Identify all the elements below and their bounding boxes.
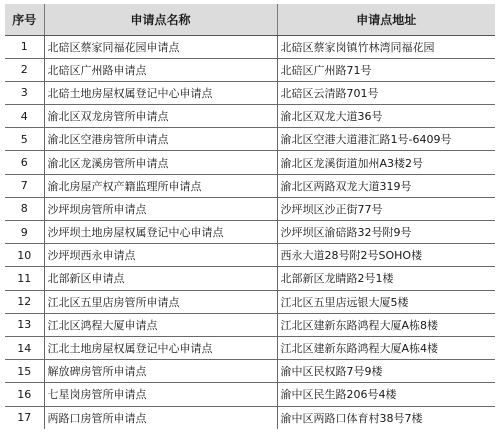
row-address: 北碚区广州路71号 — [277, 58, 495, 81]
table-row — [5, 174, 495, 197]
table-row — [5, 290, 495, 313]
table-row — [5, 105, 495, 128]
row-address: 北部新区龙睛路2号1楼 — [277, 267, 495, 290]
table-row — [5, 244, 495, 267]
table-row — [5, 383, 495, 406]
header-address: 申请点地址 — [277, 4, 495, 35]
row-number: 2 — [5, 58, 44, 81]
header-number: 序号 — [5, 4, 44, 35]
row-number: 7 — [5, 174, 44, 197]
row-address: 渝中区民权路7号9楼 — [277, 360, 495, 383]
row-address: 江北区建新东路鸿程大厦A栋4楼 — [277, 336, 495, 359]
table-body — [5, 35, 495, 429]
row-name: 解放碑房管所申请点 — [44, 360, 277, 383]
row-name: 江北土地房屋权属登记中心申请点 — [44, 336, 277, 359]
row-name: 沙坪坝房管所申请点 — [44, 197, 277, 220]
row-number: 13 — [5, 313, 44, 336]
row-number: 4 — [5, 105, 44, 128]
row-name: 北碚土地房屋权属登记中心申请点 — [44, 81, 277, 104]
table-row — [5, 360, 495, 383]
header-name: 申请点名称 — [44, 4, 277, 35]
row-number: 3 — [5, 81, 44, 104]
row-name: 渝北区龙溪房管所申请点 — [44, 151, 277, 174]
row-number: 9 — [5, 221, 44, 244]
table-row — [5, 406, 495, 429]
row-number: 17 — [5, 406, 44, 429]
table-row — [5, 58, 495, 81]
row-address: 北碚区云清路701号 — [277, 81, 495, 104]
table-row — [5, 81, 495, 104]
table-row — [5, 336, 495, 359]
row-name: 沙坪坝土地房屋权属登记中心申请点 — [44, 221, 277, 244]
row-name: 沙坪坝西永申请点 — [44, 244, 277, 267]
row-address: 渝中区两路口体育村38号7楼 — [277, 406, 495, 429]
table-header-row — [5, 4, 495, 35]
row-name: 七星岗房管所申请点 — [44, 383, 277, 406]
row-number: 16 — [5, 383, 44, 406]
row-address: 西永大道28号附2号SOHO楼 — [277, 244, 495, 267]
table-row — [5, 313, 495, 336]
row-name: 江北区五里店房管所申请点 — [44, 290, 277, 313]
row-number: 8 — [5, 197, 44, 220]
row-address: 渝北区两路双龙大道319号 — [277, 174, 495, 197]
application-points-table — [5, 4, 495, 429]
row-address: 渝北区龙溪街道加州A3楼2号 — [277, 151, 495, 174]
row-number: 1 — [5, 35, 44, 58]
table-row — [5, 221, 495, 244]
row-address: 沙坪坝区沙正街77号 — [277, 197, 495, 220]
row-number: 6 — [5, 151, 44, 174]
row-address: 江北区建新东路鸿程大厦A栋8楼 — [277, 313, 495, 336]
row-number: 11 — [5, 267, 44, 290]
row-name: 渝北区双龙房管所申请点 — [44, 105, 277, 128]
row-number: 15 — [5, 360, 44, 383]
table-row — [5, 267, 495, 290]
row-address: 渝北区双龙大道36号 — [277, 105, 495, 128]
row-number: 10 — [5, 244, 44, 267]
row-number: 12 — [5, 290, 44, 313]
row-name: 两路口房管所申请点 — [44, 406, 277, 429]
row-name: 北部新区申请点 — [44, 267, 277, 290]
row-address: 江北区五里店远银大厦5楼 — [277, 290, 495, 313]
table-row — [5, 35, 495, 58]
row-number: 14 — [5, 336, 44, 359]
row-address: 沙坪坝区渝碚路32号附9号 — [277, 221, 495, 244]
row-name: 渝北区空港房管所申请点 — [44, 128, 277, 151]
table-row — [5, 128, 495, 151]
row-name: 北碚区蔡家同福花园申请点 — [44, 35, 277, 58]
row-name: 江北区鸿程大厦申请点 — [44, 313, 277, 336]
row-address: 渝北区空港大道港汇路1号-6409号 — [277, 128, 495, 151]
table-row — [5, 151, 495, 174]
row-number: 5 — [5, 128, 44, 151]
row-address: 北碚区蔡家岗镇竹林湾同福花园 — [277, 35, 495, 58]
row-name: 渝北房屋产权产籍监理所申请点 — [44, 174, 277, 197]
table-row — [5, 197, 495, 220]
row-address: 渝中区民生路206号4楼 — [277, 383, 495, 406]
row-name: 北碚区广州路申请点 — [44, 58, 277, 81]
